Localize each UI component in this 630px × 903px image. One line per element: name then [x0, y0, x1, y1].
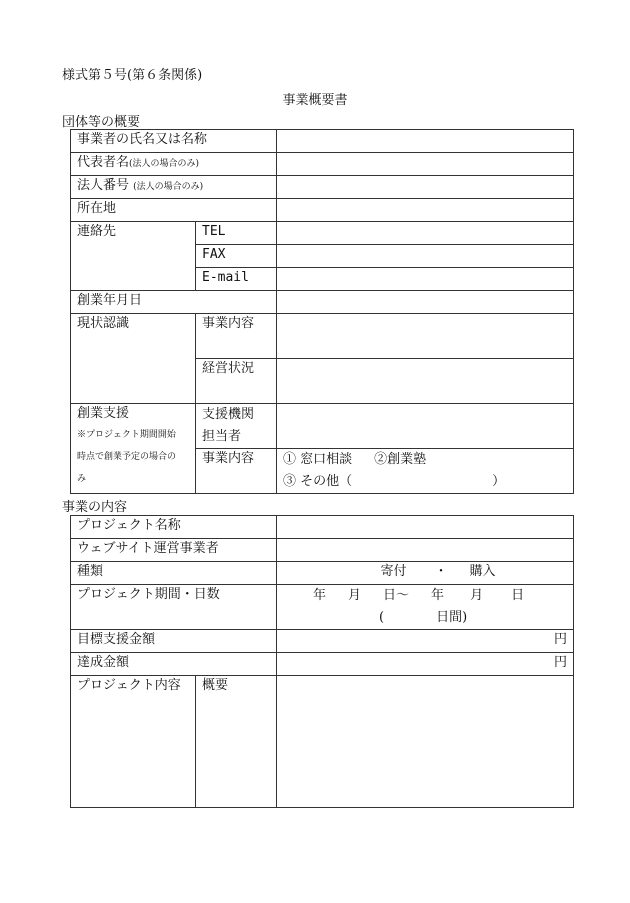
support-label-cell: [71, 404, 196, 494]
representative-note: (法人の場合のみ): [129, 159, 200, 169]
achieved-amount-unit: 円: [553, 655, 567, 670]
project-content-label: プロジェクト内容: [71, 676, 196, 808]
row-type: [71, 562, 574, 585]
row-project-content: [71, 676, 574, 808]
corporate-number-note: (法人の場合のみ): [133, 182, 204, 192]
project-table: [70, 515, 574, 808]
achieved-amount-field[interactable]: [277, 653, 574, 676]
fax-field[interactable]: [277, 245, 574, 268]
row-address: [71, 199, 574, 222]
fax-label: FAX: [196, 245, 277, 268]
target-amount-unit: 円: [553, 632, 567, 647]
option-counter-consultation[interactable]: ① 窓口相談: [283, 452, 353, 467]
founded-field[interactable]: [277, 291, 574, 314]
period-days-open: (: [379, 610, 385, 625]
support-note-line-3: み: [77, 474, 87, 484]
document-title: 事業概要書: [282, 93, 348, 108]
achieved-amount-label: 達成金額: [71, 653, 277, 676]
support-note-line-1: ※プロジェクト期間開始: [77, 430, 176, 440]
representative-label-cell: [71, 153, 277, 176]
row-project-name: [71, 516, 574, 539]
period-start-month: 月: [348, 588, 362, 603]
period-end-year: 年: [431, 588, 445, 603]
agency-field[interactable]: [277, 404, 574, 449]
row-website-operator: [71, 539, 574, 562]
type-options: [277, 562, 574, 585]
row-founded: [71, 291, 574, 314]
period-label: プロジェクト期間・日数: [71, 585, 277, 630]
support-business-label: 事業内容: [196, 449, 277, 494]
row-target-amount: [71, 630, 574, 653]
row-achieved-amount: [71, 653, 574, 676]
type-label: 種類: [71, 562, 277, 585]
business-content-field[interactable]: [277, 314, 574, 359]
representative-field[interactable]: [277, 153, 574, 176]
period-field[interactable]: [277, 585, 574, 630]
address-label: 所在地: [71, 199, 277, 222]
support-label: 創業支援: [77, 406, 130, 421]
row-representative: [71, 153, 574, 176]
project-name-label: プロジェクト名称: [71, 516, 277, 539]
representative-label: 代表者名: [77, 155, 130, 170]
option-other[interactable]: ③ その他（: [283, 474, 353, 489]
organization-table: [70, 129, 574, 494]
management-label: 経営状況: [196, 359, 277, 404]
corporate-number-field[interactable]: [277, 176, 574, 199]
business-name-label: 事業者の氏名又は名称: [71, 130, 277, 153]
staff-label: 担当者: [202, 429, 242, 444]
founded-label: 創業年月日: [71, 291, 277, 314]
corporate-number-label-cell: [71, 176, 277, 199]
row-business-content: [71, 314, 574, 359]
support-note-line-2: 時点で創業予定の場合の: [77, 452, 177, 462]
website-operator-field[interactable]: [277, 539, 574, 562]
project-name-field[interactable]: [277, 516, 574, 539]
type-donation[interactable]: 寄付: [380, 564, 407, 579]
row-period: [71, 585, 574, 630]
agency-label: 支援機関: [202, 407, 255, 422]
address-field[interactable]: [277, 199, 574, 222]
section-heading-project: 事業の内容: [62, 500, 128, 515]
section-heading-organization: 団体等の概要: [62, 115, 141, 130]
agency-label-cell: [196, 404, 277, 449]
form-number: 様式第５号(第６条関係): [62, 68, 203, 83]
row-business-name: [71, 130, 574, 153]
type-purchase[interactable]: 購入: [469, 564, 496, 579]
contact-label: 連絡先: [71, 222, 196, 291]
row-corporate-number: [71, 176, 574, 199]
summary-label: 概要: [196, 676, 277, 808]
corporate-number-label: 法人番号: [77, 178, 130, 193]
row-tel: [71, 222, 574, 245]
period-start-year: 年: [313, 588, 327, 603]
period-end-month: 月: [470, 588, 484, 603]
status-label: 現状認識: [71, 314, 196, 404]
period-end-day: 日: [511, 588, 525, 603]
business-name-field[interactable]: [277, 130, 574, 153]
type-separator: ・: [434, 564, 448, 579]
row-support-agency: [71, 404, 574, 449]
target-amount-field[interactable]: [277, 630, 574, 653]
business-content-label: 事業内容: [196, 314, 277, 359]
email-label: E-mail: [196, 268, 277, 291]
website-operator-label: ウェブサイト運営事業者: [71, 539, 277, 562]
email-field[interactable]: [277, 268, 574, 291]
tel-label: TEL: [196, 222, 277, 245]
management-field[interactable]: [277, 359, 574, 404]
summary-field[interactable]: [277, 676, 574, 808]
period-start-day: 日～: [383, 588, 410, 603]
period-days-unit: 日間): [436, 610, 468, 625]
target-amount-label: 目標支援金額: [71, 630, 277, 653]
tel-field[interactable]: [277, 222, 574, 245]
support-options: [277, 449, 574, 494]
option-startup-school[interactable]: ②創業塾: [374, 452, 427, 467]
option-other-close: ）: [492, 474, 506, 489]
